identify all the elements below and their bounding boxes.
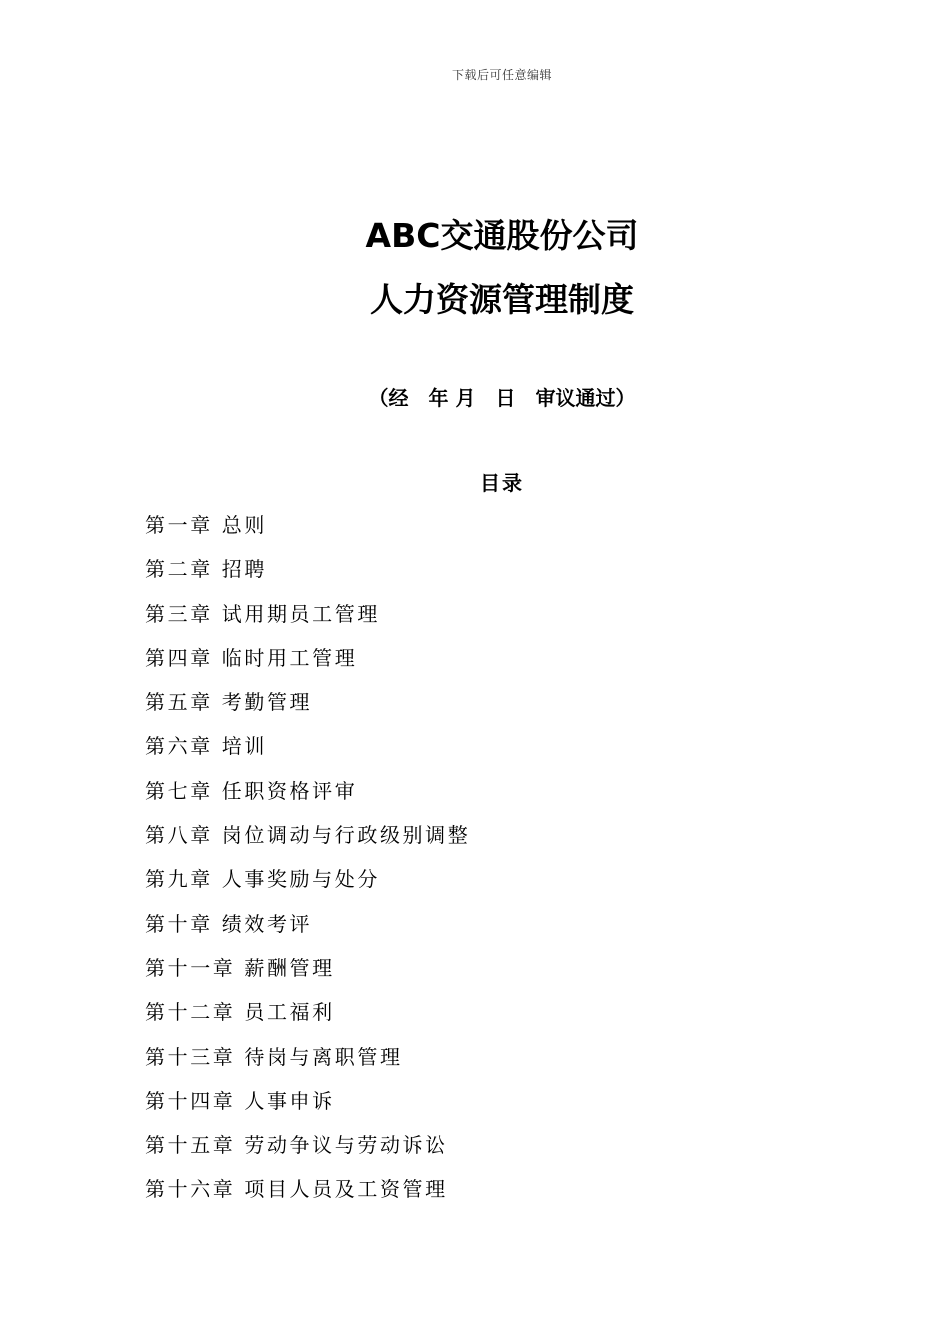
toc-item: 第十五章 劳动争议与劳动诉讼 xyxy=(145,1133,448,1158)
toc-heading: 目录 xyxy=(480,471,524,495)
approval-note: （经 年 月 日 审议通过） xyxy=(368,386,636,410)
toc-list xyxy=(145,508,470,1217)
toc-item: 第五章 考勤管理 xyxy=(145,690,313,715)
toc-item: 第二章 招聘 xyxy=(145,557,267,582)
toc-item: 第七章 任职资格评审 xyxy=(145,778,358,803)
toc-item: 第十章 绩效考评 xyxy=(145,911,313,936)
toc-item: 第十一章 薪酬管理 xyxy=(145,955,335,980)
toc-item: 第十四章 人事申诉 xyxy=(145,1088,335,1113)
page-header-note: 下载后可任意编辑 xyxy=(451,68,552,82)
toc-item: 第十二章 员工福利 xyxy=(145,1000,335,1025)
toc-item: 第十六章 项目人员及工资管理 xyxy=(145,1177,448,1202)
toc-item: 第一章 总则 xyxy=(145,513,267,537)
toc-item: 第六章 培训 xyxy=(145,734,267,759)
toc-item: 第八章 岗位调动与行政级别调整 xyxy=(145,823,471,848)
toc-item: 第九章 人事奖励与处分 xyxy=(145,867,380,892)
document-title-company: ABC交通股份公司 xyxy=(365,216,639,255)
toc-item: 第十三章 待岗与离职管理 xyxy=(145,1044,403,1069)
toc-item: 第四章 临时用工管理 xyxy=(145,645,358,670)
document-title-main: 人力资源管理制度 xyxy=(370,280,634,319)
toc-item: 第三章 试用期员工管理 xyxy=(145,601,380,626)
